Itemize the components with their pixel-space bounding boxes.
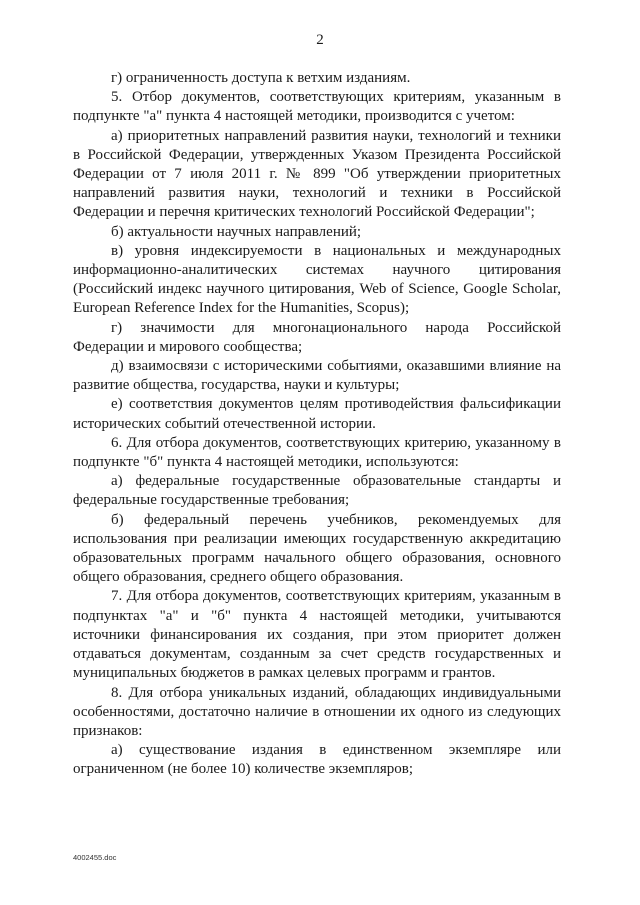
- paragraph: в) уровня индексируемости в национальных и международных информационно-аналитических системах научного цитирования (Российский индекс научного цитирования, Web of Science, Google Scholar, European Reference Index for the Humanities, Scopus);: [73, 242, 561, 317]
- document-body: [73, 69, 561, 780]
- document-filename-footer: 4002455.doc: [73, 853, 117, 862]
- paragraph: а) приоритетных направлений развития науки, технологий и техники в Российской Федерации, утвержденных Указом Президента Российской Федерации от 7 июля 2011 г. № 899 "Об утверждении приоритетных направлений развития науки, технологий и техники в Российской Федерации и перечня критических технологий Российской Федерации";: [73, 127, 561, 221]
- paragraph: 6. Для отбора документов, соответствующих критерию, указанному в подпункте "б" пункта 4 настоящей методики, используются:: [73, 434, 561, 471]
- paragraph: 5. Отбор документов, соответствующих критериям, указанным в подпункте "а" пункта 4 настоящей методики, производится с учетом:: [73, 89, 561, 125]
- paragraph: д) взаимосвязи с историческими событиями, оказавшими влияние на развитие общества, государства, науки и культуры;: [73, 358, 561, 394]
- paragraph: г) значимости для многонационального народа Российской Федерации и мирового сообщества;: [73, 319, 561, 355]
- paragraph: 8. Для отбора уникальных изданий, обладающих индивидуальными особенностями, достаточно наличие в отношении их одного из следующих признаков:: [73, 684, 561, 739]
- paragraph: б) актуальности научных направлений;: [111, 223, 362, 240]
- paragraph: а) существование издания в единственном экземпляре или ограниченном (не более 10) количестве экземпляров;: [73, 742, 561, 778]
- paragraph: 7. Для отбора документов, соответствующих критериям, указанным в подпунктах "а" и "б" пункта 4 настоящей методики, учитываются источники финансирования их создания, при этом приоритет должен отдаваться документам, созданным за счет средств государственных и муниципальных бюджетов в рамках целевых программ и грантов.: [73, 588, 561, 682]
- paragraph: е) соответствия документов целям противодействия фальсификации исторических событий отечественной истории.: [73, 396, 561, 432]
- paragraph: г) ограниченность доступа к ветхим изданиям.: [111, 70, 411, 86]
- paragraph: б) федеральный перечень учебников, рекомендуемых для использования при реализации имеющих государственную аккредитацию образовательных программ начального общего образования, основного общего образования, среднего общего образования.: [73, 511, 561, 586]
- paragraph: а) федеральные государственные образовательные стандарты и федеральные государственные требования;: [73, 473, 561, 509]
- page-number: 2: [316, 32, 324, 48]
